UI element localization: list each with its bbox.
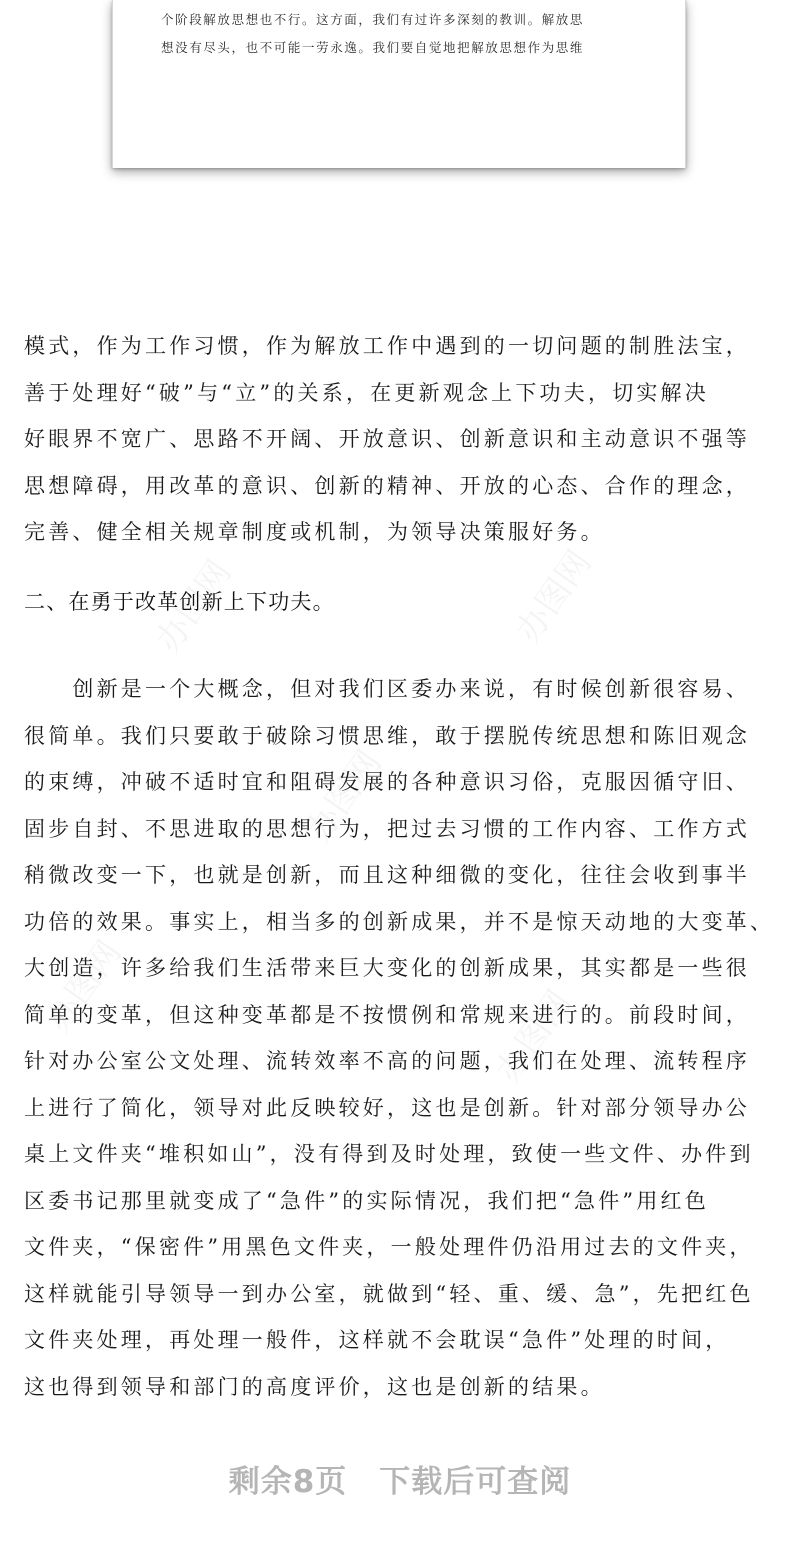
watermark-logo: 办图网 [488, 983, 580, 1090]
text-line: 稍微改变一下，也就是创新，而且这种细微的变化，往往会收到事半 [24, 863, 750, 887]
remaining-pages-download-link[interactable]: 剩余8页 下载后可查阅 [228, 1464, 572, 1500]
preview-line: 想没有尽头，也不可能一劳永逸。我们要自觉地把解放思想作为思维 [161, 40, 585, 55]
document-paragraph [24, 666, 784, 1410]
text-line: 文件夹处理，再处理一般件，这样就不会耽误“急件”处理的时间， [24, 1328, 730, 1352]
watermark-logo: 办图网 [38, 933, 130, 1040]
section-heading: 二、在勇于改革创新上下功夫。 [24, 590, 335, 614]
watermark-logo: 办图网 [148, 553, 240, 660]
text-line: 固步自封、不思进取的思想行为，把过去习惯的工作内容、工作方式 [24, 816, 750, 841]
text-line: 桌上文件夹“堆积如山”，没有得到及时处理，致使一些文件、办件到 [24, 1142, 754, 1166]
text-line: 这样就能引导领导一到办公室，就做到“轻、重、缓、急”，先把红色 [24, 1281, 754, 1306]
text-line: 上进行了简化，领导对此反映较好，这也是创新。针对部分领导办公 [24, 1095, 750, 1120]
text-line: 的束缚，冲破不适时宜和阻碍发展的各种意识习俗，克服因循守旧、 [24, 770, 750, 794]
text-line: 针对办公室公文处理、流转效率不高的问题，我们在处理、流转程序 [24, 1049, 750, 1073]
text-line: 文件夹，“保密件”用黑色文件夹，一般处理件仍沿用过去的文件夹， [24, 1235, 754, 1259]
text-line: 模式，作为工作习惯，作为解放工作中遇到的一切问题的制胜法宝， [24, 334, 750, 358]
text-line: 简单的变革，但这种变革都是不按惯例和常规来进行的。前段时间， [24, 1002, 750, 1027]
text-line: 完善、健全相关规章制度或机制，为领导决策服好务。 [24, 520, 605, 544]
preview-line: 个阶段解放思想也不行。这方面，我们有过许多深刻的教训。解放思 [161, 12, 585, 27]
text-line: 区委书记那里就变成了“急件”的实际情况，我们把“急件”用红色 [24, 1188, 709, 1213]
previous-page-preview [112, 0, 686, 168]
text-line: 思想障碍，用改革的意识、创新的精神、开放的心态、合作的理念， [24, 473, 750, 498]
watermark-logo: 办图网 [298, 743, 390, 850]
text-line: 这也得到领导和部门的高度评价，这也是创新的结果。 [24, 1374, 605, 1399]
text-line: 功倍的效果。事实上，相当多的创新成果，并不是惊天动地的大变革、 [24, 909, 775, 934]
text-line: 善于处理好“破”与“立”的关系，在更新观念上下功夫，切实解决 [24, 380, 709, 405]
text-line: 好眼界不宽广、思路不开阔、开放意识、创新意识和主动意识不强等 [24, 427, 750, 451]
watermark-logo: 办图网 [508, 543, 600, 650]
document-paragraph [24, 323, 784, 556]
text-line: 很简单。我们只要敢于破除习惯思维，敢于摆脱传统思想和陈旧观念 [24, 723, 750, 748]
text-line: 创新是一个大概念，但对我们区委办来说，有时候创新很容易、 [24, 677, 750, 701]
text-line: 大创造，许多给我们生活带来巨大变化的创新成果，其实都是一些很 [24, 956, 750, 980]
